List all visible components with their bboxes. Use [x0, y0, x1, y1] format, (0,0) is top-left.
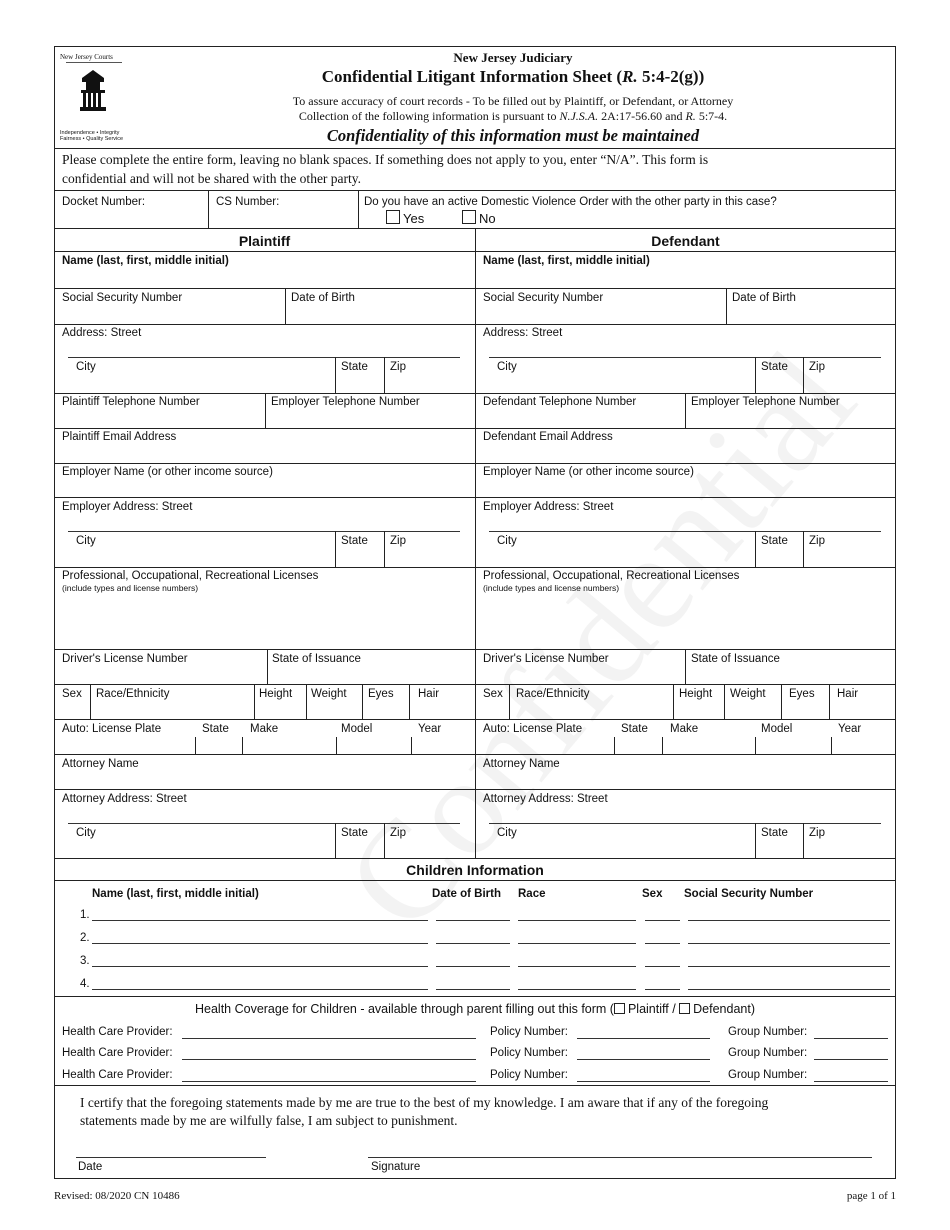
plaintiff-attorney-zip-label: Zip: [390, 827, 406, 839]
divider: [336, 737, 337, 754]
plaintiff-employer-address-label: Employer Address: Street: [62, 501, 193, 513]
defendant-model-label: Model: [761, 723, 793, 735]
defendant-dl-state-label: State of Issuance: [691, 653, 780, 665]
divider: [724, 684, 725, 719]
certification-line-2: statements made by me are wilfully false, I am subject to punishment.: [80, 1113, 458, 1128]
defendant-attorney-zip-label: Zip: [809, 827, 825, 839]
street-underline: [68, 357, 460, 358]
divider: [335, 357, 336, 393]
divider: [54, 858, 896, 859]
signature-line: [368, 1157, 872, 1158]
revision-info: Revised: 08/2020 CN 10486: [54, 1190, 180, 1202]
plaintiff-employer-city-input[interactable]: [104, 549, 332, 565]
defendant-sex-label: Sex: [483, 688, 503, 700]
group-number-label: Group Number:: [728, 1069, 808, 1081]
plaintiff-attorney-address-label: Attorney Address: Street: [62, 793, 187, 805]
instructions-line-2: confidential and will not be shared with the other party.: [62, 171, 362, 186]
plaintiff-attorney-state-input[interactable]: [337, 840, 382, 856]
plaintiff-employer-zip-input[interactable]: [386, 549, 471, 565]
child-ssn-line: [688, 966, 890, 967]
plaintiff-city-label: City: [76, 361, 96, 373]
plaintiff-attorney-zip-input[interactable]: [386, 840, 471, 856]
date-label: Date: [78, 1161, 103, 1173]
divider: [685, 393, 686, 428]
health-provider-label: Health Care Provider:: [62, 1047, 173, 1059]
children-heading: Children Information: [406, 862, 544, 878]
defendant-attorney-street-input[interactable]: [489, 806, 879, 822]
plaintiff-attorney-state-label: State: [341, 827, 368, 839]
defendant-weight-label: Weight: [730, 688, 766, 700]
divider: [54, 190, 896, 191]
child-race-line: [518, 943, 636, 944]
child-row-number: 3.: [80, 955, 90, 967]
defendant-attorney-state-label: State: [761, 827, 788, 839]
plaintiff-name-input[interactable]: [60, 269, 470, 286]
plaintiff-employer-label: Employer Name (or other income source): [62, 466, 273, 478]
divider: [475, 567, 896, 568]
health-provider-label: Health Care Provider:: [62, 1069, 173, 1081]
divider: [781, 684, 782, 719]
divider: [755, 357, 756, 393]
defendant-employer-address-label: Employer Address: Street: [483, 501, 614, 513]
divider: [285, 288, 286, 324]
divider: [358, 190, 359, 228]
divider: [384, 823, 385, 858]
group-number-line: [814, 1038, 888, 1039]
header-line-2-statute: N.J.S.A.: [559, 109, 599, 123]
child-name-line: [92, 966, 428, 967]
divider: [475, 789, 896, 790]
defendant-email-input[interactable]: [481, 445, 891, 462]
dv-no-checkbox[interactable]: [462, 210, 476, 224]
divider: [54, 719, 475, 720]
street-underline: [68, 531, 460, 532]
plaintiff-attorney-city-input[interactable]: [104, 840, 332, 856]
child-dob-line: [436, 989, 510, 990]
date-line: [76, 1157, 266, 1158]
defendant-employer-state-label: State: [761, 535, 788, 547]
defendant-heading: Defendant: [651, 233, 720, 249]
plaintiff-email-label: Plaintiff Email Address: [62, 431, 177, 443]
child-dob-line: [436, 966, 510, 967]
child-sex-line: [645, 920, 680, 921]
defendant-race-label: Race/Ethnicity: [516, 688, 590, 700]
group-number-line: [814, 1081, 888, 1082]
child-race-line: [518, 989, 636, 990]
plaintiff-employer-phone-input[interactable]: [269, 410, 469, 427]
divider: [54, 1085, 896, 1086]
plaintiff-phone-input[interactable]: [60, 410, 260, 427]
health-plaintiff-label: Plaintiff /: [627, 1002, 676, 1016]
children-col-sex: Sex: [642, 888, 663, 900]
divider: [208, 190, 209, 228]
divider: [409, 684, 410, 719]
divider: [475, 463, 896, 464]
children-col-name: Name (last, first, middle initial): [92, 888, 259, 900]
plaintiff-employer-phone-label: Employer Telephone Number: [271, 396, 420, 408]
health-provider-line: [182, 1059, 476, 1060]
defendant-employer-zip-input[interactable]: [805, 549, 892, 565]
plaintiff-address-label: Address: Street: [62, 327, 142, 339]
divider: [54, 754, 475, 755]
plaintiff-dl-label: Driver's License Number: [62, 653, 188, 665]
seal-text-top: New Jersey Courts: [60, 53, 113, 61]
defendant-employer-street-input[interactable]: [489, 514, 879, 530]
divider: [803, 823, 804, 858]
divider: [662, 737, 663, 754]
plaintiff-sex-label: Sex: [62, 688, 82, 700]
dv-no-option[interactable]: [462, 210, 496, 226]
divider: [831, 737, 832, 754]
defendant-address-label: Address: Street: [483, 327, 563, 339]
plaintiff-ssn-label: Social Security Number: [62, 292, 183, 304]
defendant-year-label: Year: [838, 723, 862, 735]
dv-yes-checkbox[interactable]: [386, 210, 400, 224]
defendant-attorney-city-input[interactable]: [525, 840, 752, 856]
children-col-dob: Date of Birth: [432, 888, 501, 900]
child-row-number: 1.: [80, 909, 90, 921]
defendant-licenses-sublabel: (include types and license numbers): [483, 583, 620, 593]
header-line-1: To assure accuracy of court records - To be filled out by Plaintiff, or Defendant, or Attorney: [292, 94, 734, 108]
dv-no-label: No: [479, 211, 496, 226]
defendant-dob-label: Date of Birth: [732, 292, 796, 304]
defendant-dob-input[interactable]: [730, 306, 890, 323]
docket-number-input[interactable]: [60, 210, 205, 227]
plaintiff-plate-state-label: State: [202, 723, 229, 735]
date-input[interactable]: [76, 1138, 266, 1155]
divider: [509, 684, 510, 719]
plaintiff-attorney-city-label: City: [76, 827, 96, 839]
plaintiff-licenses-label: Professional, Occupational, Recreational Licenses: [62, 570, 319, 582]
divider: [829, 684, 830, 719]
signature-input[interactable]: [368, 1138, 872, 1155]
defendant-dl-input[interactable]: [481, 667, 681, 683]
child-ssn-line: [688, 943, 890, 944]
defendant-name-input[interactable]: [481, 269, 891, 286]
group-number-label: Group Number:: [728, 1026, 808, 1038]
docket-number-label: Docket Number:: [62, 196, 146, 208]
header-line-2: [130, 109, 896, 123]
instructions-line-1: Please complete the entire form, leaving no blank spaces. If something does not apply to you, enter “N/A”. This form is: [62, 152, 709, 167]
divider: [475, 324, 896, 325]
children-col-race: Race: [518, 888, 546, 900]
divider: [54, 497, 475, 498]
plaintiff-attorney-name-input[interactable]: [60, 772, 470, 788]
plaintiff-year-label: Year: [418, 723, 442, 735]
plaintiff-street-input[interactable]: [68, 340, 458, 356]
plaintiff-employer-zip-label: Zip: [390, 535, 406, 547]
page-number: page 1 of 1: [846, 1190, 896, 1202]
divider: [475, 754, 896, 755]
divider: [475, 288, 896, 289]
divider: [54, 789, 475, 790]
divider: [803, 531, 804, 567]
plaintiff-hair-label: Hair: [418, 688, 440, 700]
plaintiff-zip-input[interactable]: [386, 375, 471, 391]
divider: [54, 428, 475, 429]
divider: [384, 357, 385, 393]
confidentiality-notice: Confidentiality of this information must be maintained: [326, 126, 700, 145]
defendant-licenses-label: Professional, Occupational, Recreational Licenses: [483, 570, 740, 582]
divider: [755, 531, 756, 567]
plaintiff-plate-label: Auto: License Plate: [62, 723, 162, 735]
child-sex-line: [645, 966, 680, 967]
children-col-ssn: Social Security Number: [684, 888, 814, 900]
divider: [475, 497, 896, 498]
child-row-number: 4.: [80, 978, 90, 990]
header-line-2-post: 5:7-4.: [695, 109, 728, 123]
plaintiff-email-input[interactable]: [60, 445, 470, 462]
seal-building-icon: [78, 70, 108, 112]
defendant-employer-label: Employer Name (or other income source): [483, 466, 694, 478]
plaintiff-dob-input[interactable]: [289, 306, 469, 323]
plaintiff-height-label: Height: [259, 688, 293, 700]
seal-text-bottom: Independence • Integrity Fairness • Quality Service: [60, 130, 124, 142]
form-title-post: 5:4-2(g)): [637, 67, 705, 86]
policy-number-line: [577, 1038, 710, 1039]
defendant-employer-phone-label: Employer Telephone Number: [691, 396, 840, 408]
plaintiff-make-label: Make: [250, 723, 279, 735]
health-heading: [54, 1002, 896, 1017]
divider: [254, 684, 255, 719]
group-number-line: [814, 1059, 888, 1060]
plaintiff-dl-input[interactable]: [60, 667, 263, 683]
plaintiff-employer-street-input[interactable]: [68, 514, 458, 530]
defendant-employer-input[interactable]: [481, 480, 891, 497]
divider: [803, 357, 804, 393]
defendant-employer-city-input[interactable]: [525, 549, 752, 565]
defendant-attorney-address-label: Attorney Address: Street: [483, 793, 608, 805]
policy-number-label: Policy Number:: [490, 1047, 568, 1059]
divider: [755, 737, 756, 754]
header-line-2-pre: Collection of the following information is pursuant to: [298, 109, 560, 123]
plaintiff-licenses-input[interactable]: [60, 595, 470, 647]
plaintiff-phone-label: Plaintiff Telephone Number: [62, 396, 200, 408]
divider: [54, 649, 475, 650]
defendant-city-label: City: [497, 361, 517, 373]
health-provider-label: Health Care Provider:: [62, 1026, 173, 1038]
defendant-employer-city-label: City: [497, 535, 517, 547]
defendant-city-input[interactable]: [525, 375, 752, 391]
divider: [54, 324, 475, 325]
org-name: New Jersey Judiciary: [453, 50, 573, 65]
defendant-state-label: State: [761, 361, 788, 373]
divider: [54, 148, 896, 149]
defendant-height-label: Height: [679, 688, 713, 700]
divider: [614, 737, 615, 754]
defendant-section: [475, 251, 896, 858]
defendant-name-label: Name (last, first, middle initial): [483, 255, 650, 267]
defendant-hair-label: Hair: [837, 688, 859, 700]
defendant-email-label: Defendant Email Address: [483, 431, 613, 443]
defendant-attorney-name-label: Attorney Name: [483, 758, 560, 770]
defendant-plate-state-label: State: [621, 723, 648, 735]
divider: [306, 684, 307, 719]
defendant-zip-input[interactable]: [805, 375, 892, 391]
child-dob-line: [436, 943, 510, 944]
defendant-state-input[interactable]: [757, 375, 801, 391]
defendant-attorney-name-input[interactable]: [481, 772, 891, 788]
child-sex-line: [645, 943, 680, 944]
street-underline: [489, 531, 881, 532]
defendant-attorney-zip-input[interactable]: [805, 840, 892, 856]
health-defendant-checkbox[interactable]: [679, 1003, 690, 1014]
divider: [726, 288, 727, 324]
divider: [411, 737, 412, 754]
divider: [673, 684, 674, 719]
form-title-pre: Confidential Litigant Information Sheet (: [321, 67, 623, 86]
defendant-street-input[interactable]: [489, 340, 879, 356]
divider: [362, 684, 363, 719]
policy-number-line: [577, 1081, 710, 1082]
divider: [335, 823, 336, 858]
defendant-licenses-input[interactable]: [481, 595, 891, 647]
divider: [265, 393, 266, 428]
dv-yes-label: Yes: [403, 211, 425, 226]
plaintiff-employer-city-label: City: [76, 535, 96, 547]
plaintiff-state-input[interactable]: [337, 375, 382, 391]
plaintiff-heading: Plaintiff: [238, 233, 291, 249]
plaintiff-employer-state-label: State: [341, 535, 368, 547]
health-defendant-label: Defendant): [693, 1002, 756, 1016]
policy-number-label: Policy Number:: [490, 1026, 568, 1038]
child-race-line: [518, 966, 636, 967]
dv-yes-option[interactable]: [386, 210, 424, 226]
defendant-employer-state-input[interactable]: [757, 549, 801, 565]
divider: [54, 880, 896, 881]
child-dob-line: [436, 920, 510, 921]
child-name-line: [92, 989, 428, 990]
health-heading-text: Health Coverage for Children - available through parent filling out this form (: [194, 1002, 614, 1016]
signature-label: Signature: [371, 1161, 421, 1173]
court-seal: [58, 50, 130, 142]
plaintiff-attorney-name-label: Attorney Name: [62, 758, 139, 770]
child-row-number: 2.: [80, 932, 90, 944]
cs-number-input[interactable]: [212, 210, 355, 227]
child-sex-line: [645, 989, 680, 990]
divider: [267, 649, 268, 684]
divider: [475, 719, 896, 720]
plaintiff-city-input[interactable]: [104, 375, 332, 391]
defendant-employer-zip-label: Zip: [809, 535, 825, 547]
defendant-zip-label: Zip: [809, 361, 825, 373]
header-line-2-rule: R.: [685, 109, 696, 123]
plaintiff-dob-label: Date of Birth: [291, 292, 355, 304]
plaintiff-employer-input[interactable]: [60, 480, 470, 497]
child-name-line: [92, 943, 428, 944]
street-underline: [489, 357, 881, 358]
dv-order-question: Do you have an active Domestic Violence Order with the other party in this case?: [364, 196, 777, 208]
divider: [54, 567, 475, 568]
plaintiff-licenses-sublabel: (include types and license numbers): [62, 583, 199, 593]
defendant-ssn-label: Social Security Number: [483, 292, 604, 304]
child-race-line: [518, 920, 636, 921]
header-line-2-mid: 2A:17-56.60 and: [598, 109, 686, 123]
policy-number-label: Policy Number:: [490, 1069, 568, 1081]
street-underline: [68, 823, 460, 824]
divider: [475, 428, 896, 429]
defendant-plate-label: Auto: License Plate: [483, 723, 583, 735]
plaintiff-model-label: Model: [341, 723, 373, 735]
defendant-phone-label: Defendant Telephone Number: [483, 396, 637, 408]
child-name-line: [92, 920, 428, 921]
plaintiff-eyes-label: Eyes: [368, 688, 394, 700]
plaintiff-attorney-street-input[interactable]: [68, 806, 458, 822]
divider: [475, 684, 896, 685]
divider: [195, 737, 196, 754]
plaintiff-ssn-input[interactable]: [60, 306, 280, 323]
defendant-dl-state-input[interactable]: [689, 667, 891, 683]
health-plaintiff-checkbox[interactable]: [614, 1003, 625, 1014]
form-title-rule: R.: [622, 67, 638, 86]
divider: [54, 684, 475, 685]
defendant-attorney-city-label: City: [497, 827, 517, 839]
defendant-phone-input[interactable]: [481, 410, 681, 427]
divider: [685, 649, 686, 684]
divider: [755, 823, 756, 858]
form-title: [130, 67, 896, 87]
divider: [54, 288, 475, 289]
certification-line-1: I certify that the foregoing statements made by me are true to the best of my knowledge. I am aware that if any of the foregoing: [80, 1095, 769, 1110]
street-underline: [489, 823, 881, 824]
plaintiff-race-label: Race/Ethnicity: [96, 688, 170, 700]
defendant-attorney-state-input[interactable]: [757, 840, 801, 856]
plaintiff-name-label: Name (last, first, middle initial): [62, 255, 229, 267]
health-provider-line: [182, 1038, 476, 1039]
defendant-ssn-input[interactable]: [481, 306, 721, 323]
plaintiff-section: [54, 251, 475, 858]
plaintiff-dl-state-label: State of Issuance: [272, 653, 361, 665]
child-ssn-line: [688, 989, 890, 990]
plaintiff-weight-label: Weight: [311, 688, 347, 700]
plaintiff-state-label: State: [341, 361, 368, 373]
divider: [242, 737, 243, 754]
child-ssn-line: [688, 920, 890, 921]
defendant-eyes-label: Eyes: [789, 688, 815, 700]
group-number-label: Group Number:: [728, 1047, 808, 1059]
health-provider-line: [182, 1081, 476, 1082]
plaintiff-dl-state-input[interactable]: [270, 667, 470, 683]
divider: [335, 531, 336, 567]
defendant-employer-phone-input[interactable]: [689, 410, 891, 427]
plaintiff-employer-state-input[interactable]: [337, 549, 382, 565]
divider: [90, 684, 91, 719]
divider: [54, 996, 896, 997]
defendant-make-label: Make: [670, 723, 699, 735]
divider: [54, 463, 475, 464]
defendant-dl-label: Driver's License Number: [483, 653, 609, 665]
cs-number-label: CS Number:: [216, 196, 280, 208]
policy-number-line: [577, 1059, 710, 1060]
divider: [384, 531, 385, 567]
plaintiff-zip-label: Zip: [390, 361, 406, 373]
